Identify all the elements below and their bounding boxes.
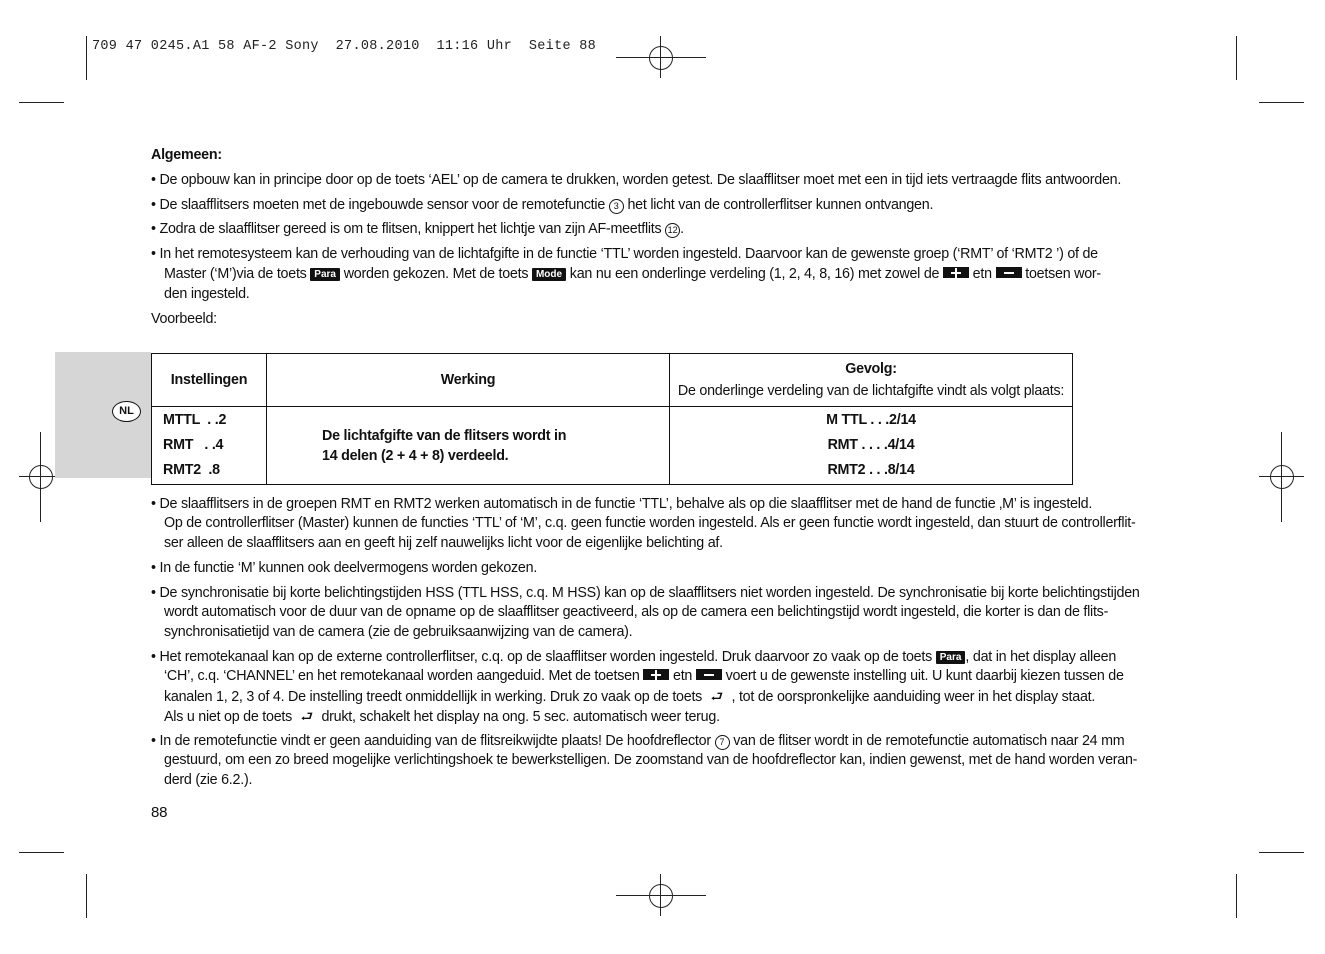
registration-line [660, 36, 661, 78]
registration-line [660, 874, 661, 916]
paragraph [151, 220, 684, 240]
result-line: M TTL . . .2/14 [826, 412, 916, 428]
minus-key-icon [996, 267, 1022, 278]
crop-mark [86, 874, 87, 918]
werking-line: De lichtafgifte van de flitsers wordt in [322, 427, 567, 444]
text: • Zodra de slaafflitser gereed is om te flitsen, knippert het lichtje van zijn AF-meetflits [151, 221, 666, 237]
text: worden gekozen. Met de toets [339, 266, 532, 282]
werking-line: 14 delen (2 + 4 + 8) verdeeld. [322, 447, 509, 464]
paragraph: • De synchronisatie bij korte belichtingstijden HSS (TTL HSS, c.q. M HSS) kan op de slaafflitsers niet worden ingesteld. De synchronisatie bij korte belichtingstijden [151, 585, 1140, 601]
text: kanalen 1, 2, 3 of 4. De instelling treedt onmiddellijk in werking. Druk zo vaak op de toets [164, 689, 706, 705]
paragraph: den ingesteld. [164, 286, 250, 302]
registration-line [616, 895, 706, 896]
table-header: Instellingen [152, 354, 267, 407]
registration-line [1281, 432, 1282, 522]
text: voert u de gewenste instelling uit. U kunt daarbij kiezen tussen de [721, 668, 1124, 684]
text: etn [669, 668, 696, 684]
return-key-icon: ⮐ [300, 708, 313, 724]
text: van de flitser wordt in de remotefunctie automatisch naar 24 mm [729, 733, 1125, 749]
settings-table [151, 353, 1073, 485]
paragraph: gestuurd, om een zo breed mogelijke verlichtingshoek te bewerkstelligen. De zoomstand van de hoofdreflector kan, indien gewenst, met de hand worden veran- [164, 752, 1138, 768]
section-title: Algemeen: [151, 147, 222, 163]
para-key-icon: Para [310, 268, 340, 281]
text: , dat in het display alleen [965, 649, 1117, 665]
registration-mark [1270, 465, 1294, 489]
crop-mark [86, 36, 87, 80]
table-cell [152, 407, 267, 485]
crop-mark [1236, 874, 1237, 918]
registration-line [40, 432, 41, 522]
paragraph: • De opbouw kan in principe door op de toets ‘AEL’ op de camera te drukken, worden getest. De slaafflitser moet met een in tijd iets vertraagde flits antwoorden. [151, 172, 1122, 188]
paragraph [164, 707, 720, 728]
print-header: 709 47 0245.A1 58 AF-2 Sony 27.08.2010 11:16 Uhr Seite 88 [92, 39, 597, 54]
para-key-icon: Para [936, 651, 966, 664]
table-cell [670, 407, 1073, 485]
text: kan nu een onderlinge verdeling (1, 2, 4, 8, 16) met zowel de [566, 266, 943, 282]
paragraph: • In het remotesysteem kan de verhouding van de lichtafgifte in de functie ‘TTL’ worden ingesteld. Daarvoor kan de gewenste groep (‘RMT’ of ‘RMT2 ’) of de [151, 246, 1098, 262]
text: Als u niet op de toets [164, 709, 296, 725]
circled-number: 7 [715, 735, 730, 750]
text: • In de remotefunctie vindt er geen aanduiding van de flitsreikwijdte plaats! De hoofdreflector [151, 733, 715, 749]
text: drukt, schakelt het display na ong. 5 sec. automatisch weer terug. [317, 709, 720, 725]
table-header [670, 354, 1073, 407]
registration-mark [649, 884, 673, 908]
paragraph [151, 648, 1116, 668]
table-header: Werking [267, 354, 670, 407]
circled-number: 3 [609, 199, 624, 214]
return-key-icon: ⮐ [710, 688, 723, 704]
setting-line: MTTL . .2 [163, 412, 227, 428]
text: • De slaafflitsers moeten met de ingebouwde sensor voor de remotefunctie [151, 197, 609, 213]
paragraph: Op de controllerflitser (Master) kunnen de functies ‘TTL’ of ‘M’, c.q. geen functie worden ingesteld. Als er geen functie wordt ingesteld, dan stuurt de controllerflit- [164, 515, 1136, 531]
paragraph [164, 667, 1124, 687]
setting-line: RMT . .4 [163, 437, 224, 453]
text: • Het remotekanaal kan op de externe controllerflitser, c.q. op de slaafflitser worden ingesteld. Druk daarvoor zo vaak op de toets [151, 649, 936, 665]
page-number: 88 [151, 804, 168, 821]
paragraph: • In de functie ‘M’ kunnen ook deelvermogens worden gekozen. [151, 560, 538, 576]
paragraph [164, 265, 1101, 285]
plus-key-icon [643, 669, 669, 680]
paragraph [151, 732, 1124, 752]
minus-key-icon [696, 669, 722, 680]
plus-key-icon [943, 267, 969, 278]
gevolg-subtitle: De onderlinge verdeling van de lichtafgifte vindt als volgt plaats: [677, 383, 1065, 399]
paragraph: ser alleen de slaafflitsers aan en geeft hij zelf nauwelijks licht voor de eigenlijke belichting af. [164, 535, 723, 551]
registration-line [616, 57, 706, 58]
paragraph: wordt automatisch voor de duur van de opname op de slaafflitser geactiveerd, als op de camera een belichtingstijd wordt ingesteld, die korter is dan de flits- [164, 604, 1109, 620]
gevolg-title: Gevolg: [845, 361, 897, 377]
text: toetsen wor- [1021, 266, 1101, 282]
paragraph: synchronisatietijd van de camera (zie de gebruiksaanwijzing van de camera). [164, 624, 633, 640]
circled-number: 12 [665, 223, 680, 238]
text: ‘CH’, c.q. ‘CHANNEL’ en het remotekanaal worden aangeduid. Met de toetsen [164, 668, 644, 684]
paragraph: derd (zie 6.2.). [164, 772, 253, 788]
paragraph: • De slaafflitsers in de groepen RMT en RMT2 werken automatisch in de functie ‘TTL’, behalve als op die slaafflitser met de hand de functie ‚M’ is ingesteld. [151, 496, 1093, 512]
crop-mark [19, 852, 64, 853]
crop-mark [1236, 36, 1237, 80]
text: , tot de oorspronkelijke aanduiding weer in het display staat. [727, 689, 1096, 705]
result-line: RMT . . . .4/14 [827, 437, 915, 453]
registration-mark [649, 46, 673, 70]
paragraph [151, 196, 933, 216]
crop-mark [1259, 102, 1304, 103]
paragraph [164, 687, 1095, 708]
mode-key-icon: Mode [532, 268, 566, 281]
text: Master (‘M’)via de toets [164, 266, 311, 282]
crop-mark [19, 102, 64, 103]
result-line: RMT2 . . .8/14 [827, 462, 915, 478]
paragraph: Voorbeeld: [151, 311, 217, 327]
language-badge: NL [112, 401, 141, 422]
registration-mark [29, 465, 53, 489]
setting-line: RMT2 .8 [163, 462, 220, 478]
crop-mark [1259, 852, 1304, 853]
table-cell [267, 407, 670, 485]
text: . [680, 221, 684, 237]
text: etn [968, 266, 996, 282]
text: het licht van de controllerflitser kunnen ontvangen. [623, 197, 934, 213]
